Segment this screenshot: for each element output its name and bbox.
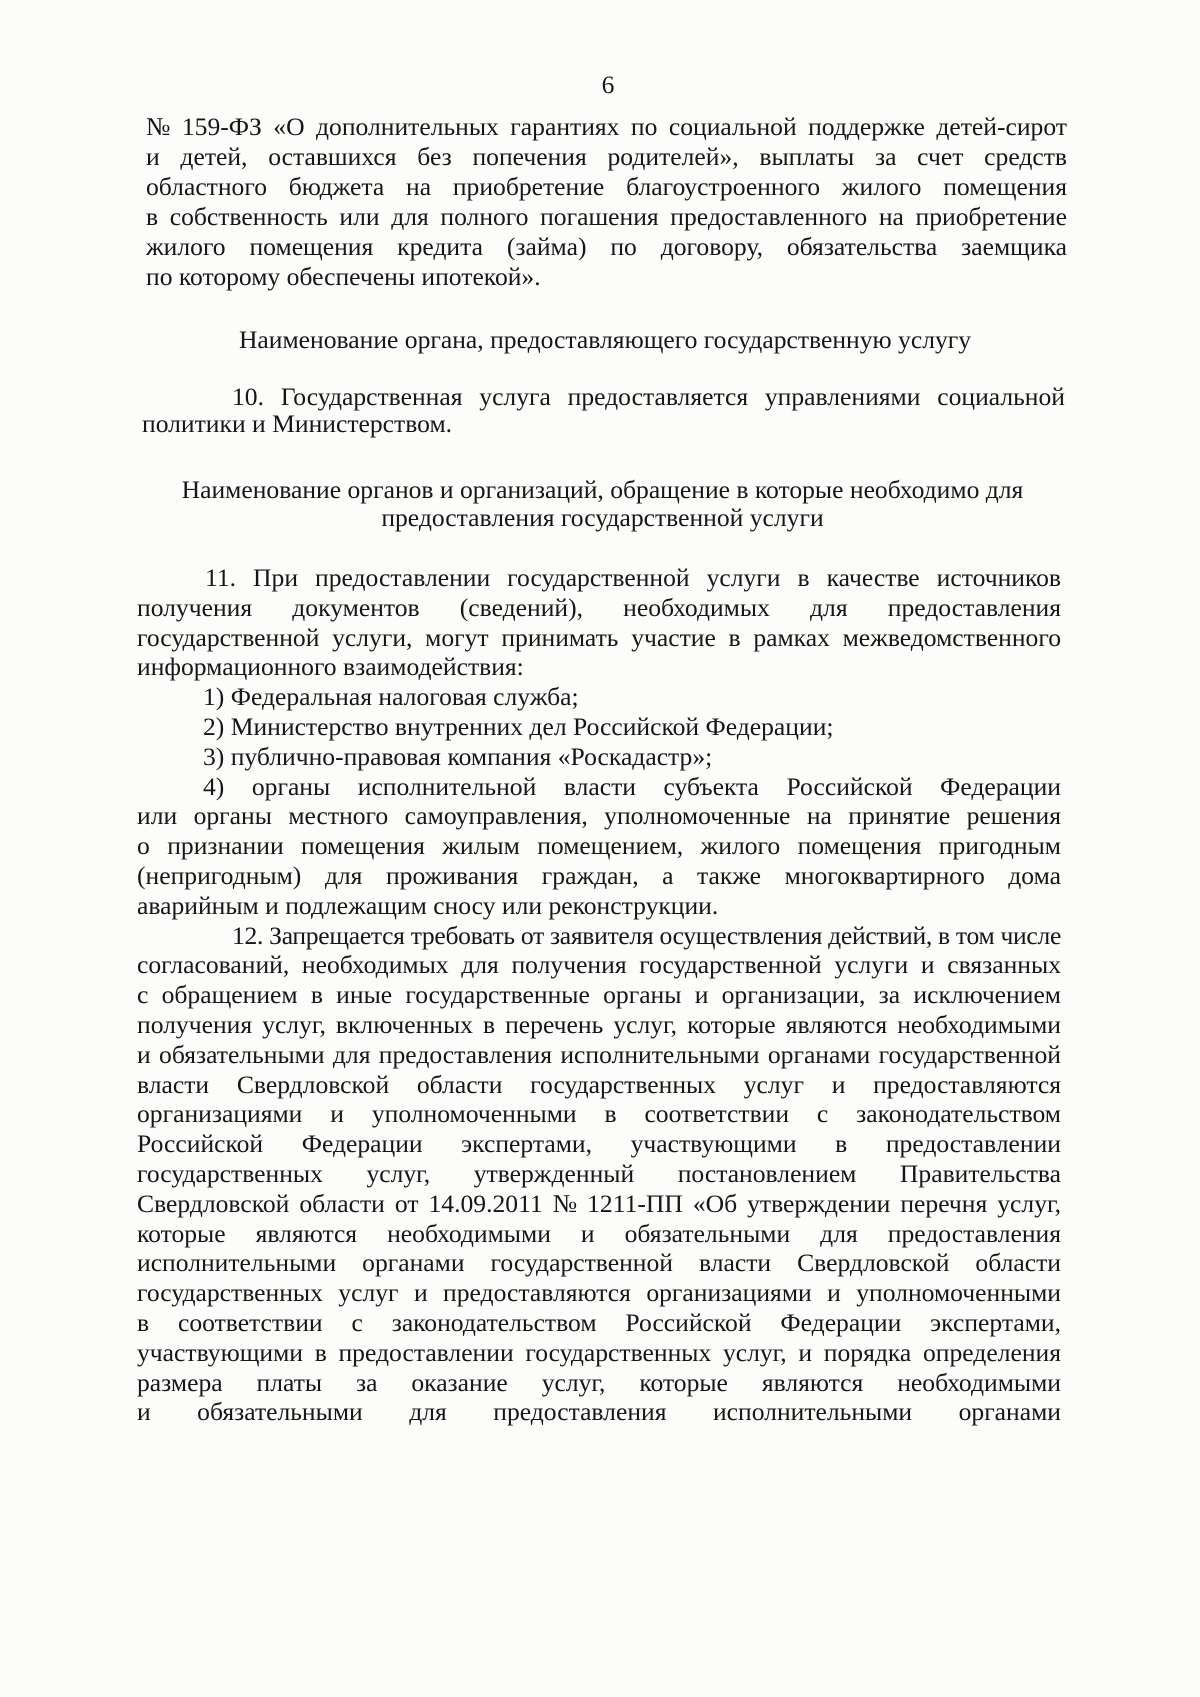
text-line: в соответствии с законодательством Российской Федерации экспертами, <box>137 1307 1061 1337</box>
heading-line: предоставления государственной услуги <box>381 503 824 532</box>
text-line: аварийным и подлежащим сносу или реконструкции. <box>137 890 719 920</box>
text-line: организациями и уполномоченными в соответствии с законодательством <box>137 1099 1061 1129</box>
text-line: или органы местного самоуправления, уполномоченные на принятие решения <box>137 801 1061 831</box>
text-line: 3) публично-правовая компания «Роскадастр»; <box>203 741 713 771</box>
text-line: государственной услуги, могут принимать участие в рамках межведомственного <box>137 622 1061 652</box>
text-line: власти Свердловской области государственных услуг и предоставляются <box>137 1069 1061 1099</box>
text-line: о признании помещения жилым помещением, жилого помещения пригодным <box>137 831 1061 861</box>
text-line: Российской Федерации экспертами, участвующими в предоставлении <box>137 1129 1061 1159</box>
text-line: по которому обеспечены ипотекой». <box>146 262 541 291</box>
text-line: Свердловской области от 14.09.2011 № 1211-ПП «Об утверждении перечня услуг, <box>137 1188 1061 1218</box>
text-line: государственных услуг и предоставляются организациями и уполномоченными <box>137 1278 1061 1308</box>
continued-paragraph <box>146 112 1067 292</box>
heading-line: Наименование органа, предоставляющего государственную услугу <box>238 325 972 354</box>
source-list <box>137 682 1061 920</box>
text-line: в собственность или для полного погашения предоставленного на приобретение <box>146 202 1067 231</box>
list-item <box>137 682 1061 712</box>
clause-10 <box>142 383 1065 437</box>
clause-11 <box>137 563 1061 682</box>
text-line: 11. При предоставлении государственной услуги в качестве источников <box>205 563 1061 592</box>
text-line: размера платы за оказание услуг, которые являются необходимыми <box>137 1367 1061 1397</box>
text-line: государственных услуг, утвержденный постановлением Правительства <box>137 1158 1061 1188</box>
text-line: согласований, необходимых для получения государственной услуги и связанных <box>137 950 1061 980</box>
text-line: № 159-ФЗ «О дополнительных гарантиях по социальной поддержке детей-сирот <box>146 112 1067 141</box>
text-line: исполнительными органами государственной власти Свердловской области <box>137 1248 1061 1278</box>
text-line: 2) Министерство внутренних дел Российской Федерации; <box>203 711 834 741</box>
text-line: 1) Федеральная налоговая служба; <box>203 682 579 712</box>
text-line: получения документов (сведений), необходимых для предоставления <box>137 592 1061 622</box>
text-line: и детей, оставшихся без попечения родителей», выплаты за счет средств <box>146 142 1067 171</box>
text-line: участвующими в предоставлении государственных услуг, и порядка определения <box>137 1337 1061 1367</box>
text-line: и обязательными для предоставления исполнительными органами государственной <box>137 1039 1061 1069</box>
text-line: с обращением в иные государственные органы и организации, за исключением <box>137 980 1061 1010</box>
heading-line: Наименование органов и организаций, обращение в которые необходимо для <box>181 475 1024 504</box>
clauses-body <box>137 563 1061 1427</box>
list-item <box>137 712 1061 742</box>
text-line: 4) органы исполнительной власти субъекта Российской Федерации <box>203 771 1061 801</box>
text-line: получения услуг, включенных в перечень услуг, которые являются необходимыми <box>137 1009 1061 1039</box>
text-line: областного бюджета на приобретение благоустроенного жилого помещения <box>146 172 1067 201</box>
clause-12 <box>137 921 1061 1428</box>
text-line: и обязательными для предоставления исполнительными органами <box>137 1397 1061 1427</box>
section-heading-interagency <box>140 476 1065 532</box>
text-line: жилого помещения кредита (займа) по договору, обязательства заемщика <box>146 232 1067 261</box>
list-item <box>137 742 1061 772</box>
text-line: политики и Министерством. <box>142 409 453 438</box>
text-line: 12. Запрещается требовать от заявителя осуществления действий, в том числе <box>232 920 1061 950</box>
text-line: информационного взаимодействия: <box>137 652 524 682</box>
text-line: 10. Государственная услуга предоставляется управлениями социальной <box>232 382 1065 411</box>
list-item <box>137 772 1061 921</box>
section-heading-authority <box>140 325 1070 355</box>
text-line: которые являются необходимыми и обязательными для предоставления <box>137 1218 1061 1248</box>
page-number: 6 <box>601 70 615 99</box>
text-line: (непригодным) для проживания граждан, а также многоквартирного дома <box>137 860 1061 890</box>
